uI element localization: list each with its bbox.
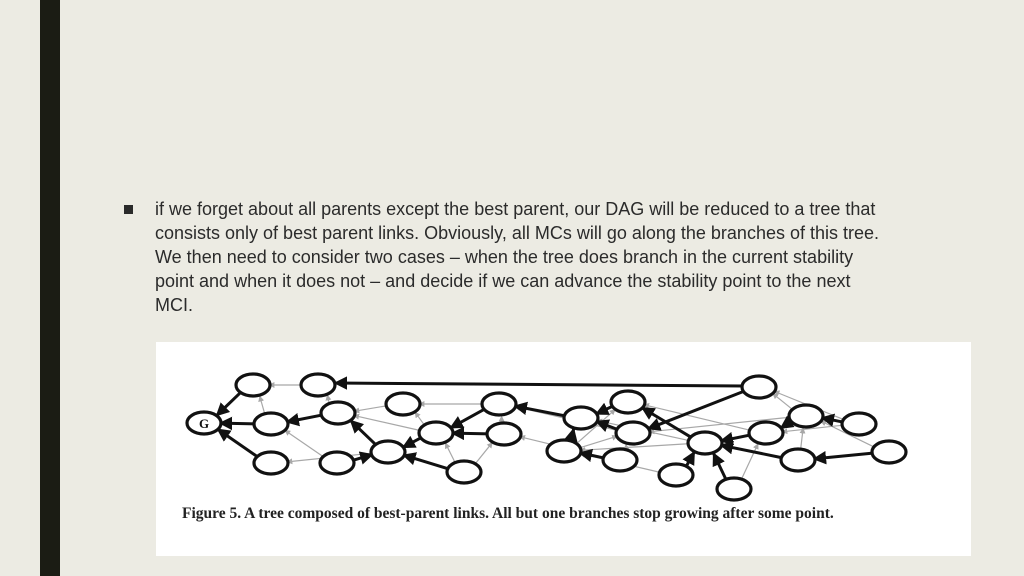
unit bbox=[447, 461, 481, 483]
genesis-label: G bbox=[198, 416, 210, 431]
unit bbox=[789, 405, 823, 427]
link bbox=[515, 406, 566, 416]
square-bullet-icon bbox=[124, 205, 133, 214]
unit bbox=[419, 422, 453, 444]
link bbox=[579, 436, 618, 448]
link bbox=[220, 423, 256, 424]
link bbox=[354, 406, 388, 412]
link bbox=[218, 429, 258, 457]
unit bbox=[749, 422, 783, 444]
unit bbox=[742, 376, 776, 398]
unit bbox=[321, 402, 355, 424]
unit bbox=[688, 432, 722, 454]
unit bbox=[547, 440, 581, 462]
figure-image bbox=[156, 342, 971, 556]
unit bbox=[611, 391, 645, 413]
unit bbox=[717, 478, 751, 500]
bullet-text: if we forget about all parents except the best parent, our DAG will be reduced to a tree that consists only of best parent links. Obviously, all MCs will go along the branches of this tree. We then need to consider two cases – when the tree does branch in the current stability point and when it does not – and decide if we can advance the stability point to the next MCI. bbox=[155, 199, 880, 315]
link bbox=[451, 409, 486, 428]
link bbox=[415, 412, 425, 425]
link bbox=[217, 392, 242, 416]
long-link bbox=[335, 383, 744, 386]
unit bbox=[301, 374, 335, 396]
unit bbox=[236, 374, 270, 396]
unit bbox=[254, 452, 288, 474]
link bbox=[403, 455, 449, 469]
unit bbox=[659, 464, 693, 486]
link bbox=[580, 453, 605, 458]
link bbox=[721, 435, 751, 441]
unit bbox=[842, 413, 876, 435]
link bbox=[285, 430, 324, 457]
unit bbox=[482, 393, 516, 415]
link bbox=[287, 415, 323, 422]
link bbox=[403, 437, 422, 447]
link bbox=[686, 452, 694, 467]
link bbox=[445, 443, 455, 463]
link bbox=[714, 453, 726, 479]
unit bbox=[616, 422, 650, 444]
link bbox=[260, 396, 265, 414]
link bbox=[814, 453, 874, 459]
link bbox=[571, 429, 574, 441]
link bbox=[354, 415, 422, 430]
link bbox=[351, 421, 377, 446]
unit bbox=[386, 393, 420, 415]
slide-side-bar bbox=[40, 0, 60, 576]
unit bbox=[320, 452, 354, 474]
unit bbox=[371, 441, 405, 463]
link bbox=[773, 393, 794, 410]
figure-caption: Figure 5. A tree composed of best-parent links. All but one branches stop growing after some point. bbox=[182, 505, 834, 522]
link bbox=[801, 428, 803, 449]
unit bbox=[254, 413, 288, 435]
unit bbox=[487, 423, 521, 445]
unit bbox=[872, 441, 906, 463]
link bbox=[475, 442, 493, 464]
unit bbox=[781, 449, 815, 471]
link bbox=[452, 433, 489, 434]
unit bbox=[564, 407, 598, 429]
tree-diagram bbox=[156, 342, 971, 502]
unit bbox=[603, 449, 637, 471]
